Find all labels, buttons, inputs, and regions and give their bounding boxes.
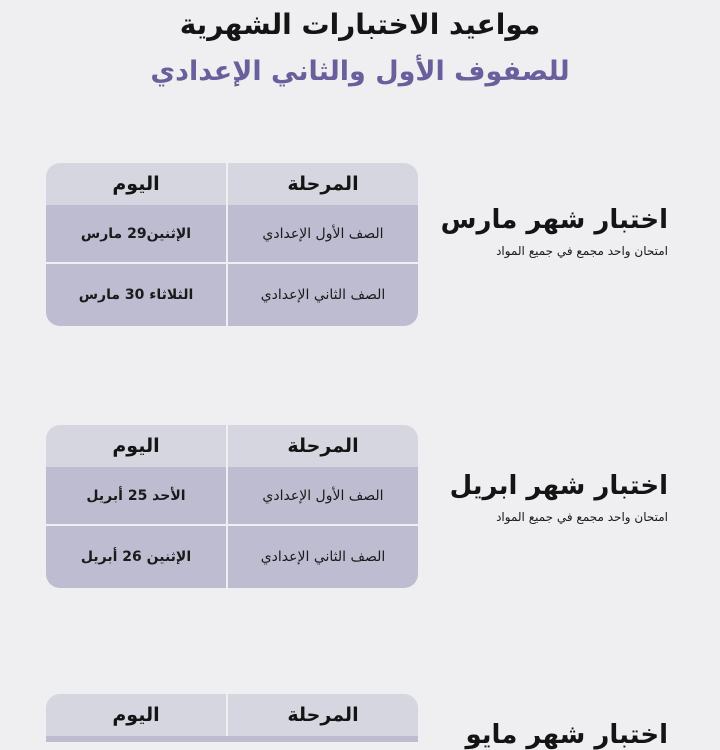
exam-section-may: [0, 694, 720, 750]
table-row: [46, 526, 418, 588]
schedule-table: [46, 694, 418, 742]
column-header-stage: المرحلة: [226, 694, 418, 736]
column-header-day: اليوم: [112, 704, 160, 726]
stage-cell: الصف الأول الإعدادي: [226, 205, 418, 262]
exam-title: اختبار شهر مايو: [465, 720, 668, 750]
schedule-table: [46, 163, 418, 326]
exam-title: اختبار شهر ابريل: [449, 471, 668, 501]
exam-section-march: [0, 163, 720, 328]
table-header-row: [46, 694, 418, 736]
stage-cell: الصف الثاني الإعدادي: [226, 264, 418, 326]
exam-description: امتحان واحد مجمع في جميع المواد: [496, 510, 668, 524]
day-cell: الإثنين 26 أبريل: [80, 549, 192, 565]
exam-title: اختبار شهر مارس: [440, 205, 668, 235]
page-title: مواعيد الاختبارات الشهرية: [179, 8, 541, 41]
stage-cell: الصف الأول الإعدادي: [226, 467, 418, 524]
stage-cell: الصف الثاني الإعدادي: [226, 526, 418, 588]
table-header-row: [46, 425, 418, 467]
column-header-day: اليوم: [112, 173, 160, 195]
table-header-row: [46, 163, 418, 205]
table-row: [46, 467, 418, 524]
schedule-table: [46, 425, 418, 588]
page-subtitle: للصفوف الأول والثاني الإعدادي: [150, 56, 570, 87]
exam-section-april: [0, 425, 720, 590]
table-row: [46, 264, 418, 326]
exam-description: امتحان واحد مجمع في جميع المواد: [496, 244, 668, 258]
day-cell: الأحد 25 أبريل: [86, 487, 186, 504]
column-header-day: اليوم: [112, 435, 160, 457]
column-header-stage: المرحلة: [226, 163, 418, 205]
table-row: [46, 205, 418, 262]
column-header-stage: المرحلة: [226, 425, 418, 467]
day-cell: الثلاثاء 30 مارس: [78, 287, 194, 303]
table-row: [46, 736, 418, 742]
day-cell: الإثنين29 مارس: [80, 225, 192, 242]
